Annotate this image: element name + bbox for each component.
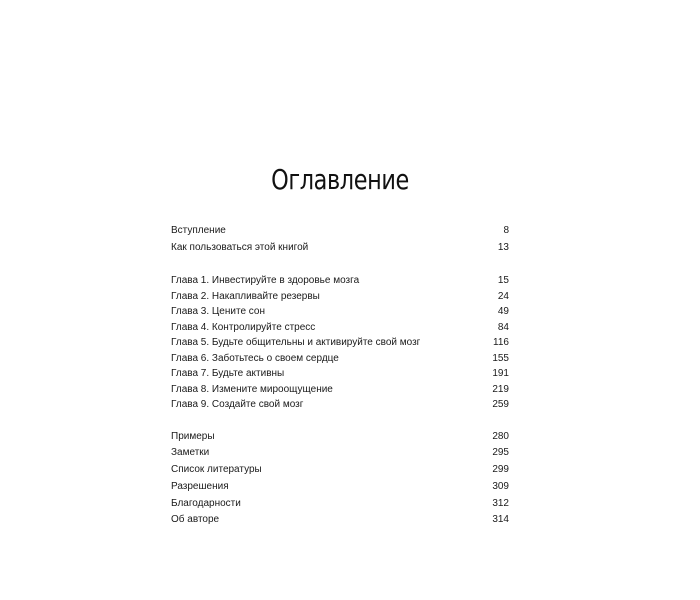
toc-entry-page: 280 [492, 430, 509, 442]
toc-entry-label: Глава 7. Будьте активны [171, 368, 285, 379]
toc-entry-page: 309 [492, 480, 509, 492]
toc-entry-label: Глава 4. Контролируйте стресс [171, 321, 316, 333]
toc-entry [171, 479, 509, 496]
toc-entry-page: 15 [497, 275, 509, 286]
toc-entry-label: Глава 9. Создайте свой мозг [171, 399, 304, 410]
toc-entry-page: 312 [492, 497, 509, 509]
toc-entry [171, 304, 509, 320]
toc-entry-label: Глава 5. Будьте общительны и активируйте свой мозг [171, 337, 421, 348]
toc-entry-label: Разрешения [171, 480, 229, 492]
toc-entry [171, 366, 509, 382]
toc-entry-page: 24 [497, 290, 509, 302]
toc-entry [171, 335, 509, 351]
toc-entry-page: 314 [492, 514, 509, 526]
toc-entry-page: 259 [492, 399, 509, 410]
toc-entry [171, 397, 509, 413]
table-of-contents [171, 222, 509, 529]
toc-entry-label: Заметки [171, 447, 210, 459]
toc-entry-label: Глава 3. Цените сон [171, 306, 265, 317]
toc-back-matter-group [171, 429, 509, 530]
toc-entry-label: Глава 6. Заботьтесь о своем сердце [171, 352, 339, 364]
toc-entry-label: Вступление [171, 225, 226, 236]
toc-entry [171, 289, 509, 305]
toc-entry-label: Благодарности [171, 497, 241, 509]
toc-entry [171, 496, 509, 513]
toc-chapters-group [171, 273, 509, 413]
toc-entry-page: 84 [497, 321, 509, 333]
toc-entry [171, 429, 509, 446]
toc-entry-page: 8 [503, 225, 509, 236]
toc-entry-label: Список литературы [171, 464, 262, 476]
toc-entry [171, 462, 509, 479]
toc-entry-label: Об авторе [171, 514, 220, 526]
toc-entry-page: 191 [492, 368, 509, 379]
toc-entry [171, 512, 509, 529]
toc-entry-page: 13 [497, 242, 509, 253]
toc-entry [171, 273, 509, 289]
toc-entry-page: 49 [497, 306, 509, 317]
toc-entry-page: 295 [492, 447, 509, 459]
toc-entry-label: Глава 1. Инвестируйте в здоровье мозга [171, 275, 360, 286]
toc-intro-group [171, 222, 509, 256]
toc-entry [171, 320, 509, 336]
toc-entry [171, 382, 509, 398]
toc-entry-page: 116 [493, 337, 509, 348]
toc-entry [171, 351, 509, 367]
toc-entry-label: Глава 8. Измените мироощущение [171, 383, 333, 395]
toc-entry [171, 445, 509, 462]
toc-entry-page: 155 [492, 352, 509, 364]
toc-entry-label: Как пользоваться этой книгой [171, 242, 309, 253]
toc-entry-label: Глава 2. Накапливайте резервы [171, 290, 320, 302]
toc-entry-page: 299 [492, 464, 509, 476]
toc-entry-label: Примеры [171, 430, 215, 442]
toc-entry-page: 219 [492, 383, 509, 395]
toc-entry [171, 239, 509, 256]
toc-entry [171, 222, 509, 239]
page-title: Оглавление [271, 163, 409, 196]
